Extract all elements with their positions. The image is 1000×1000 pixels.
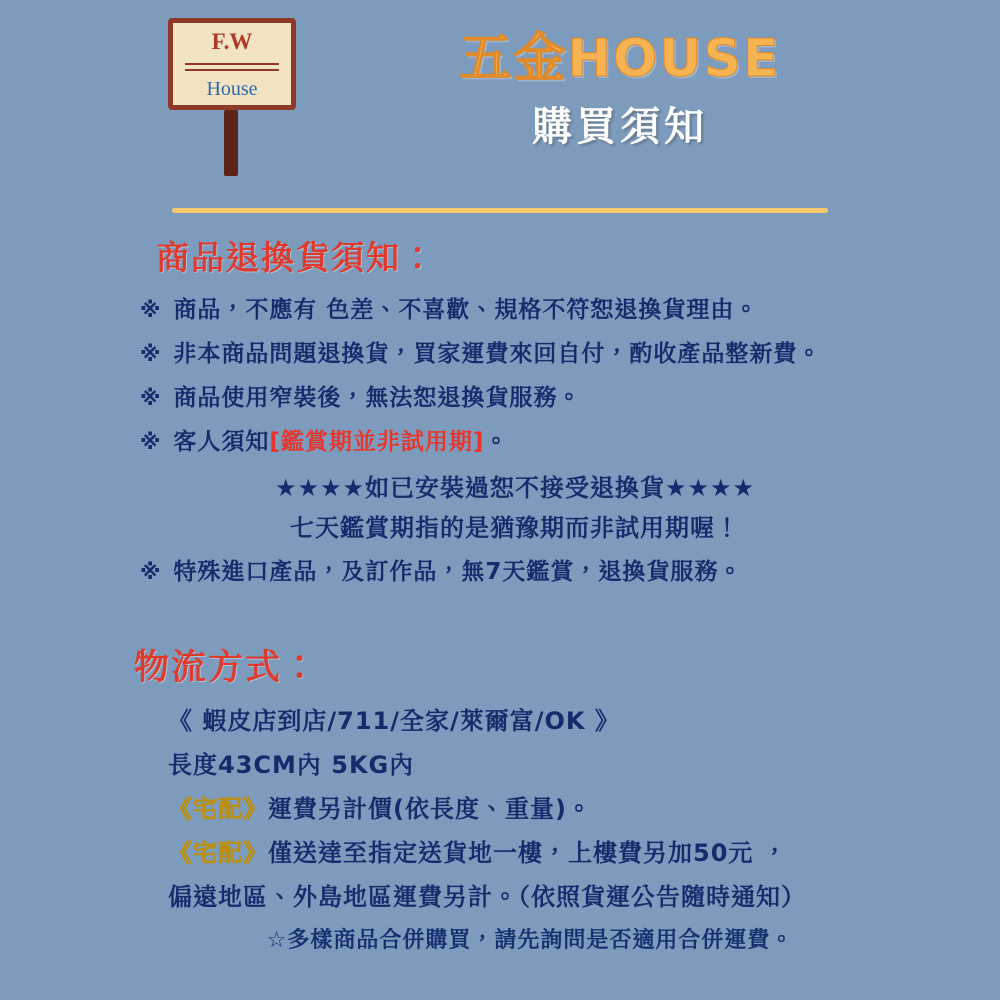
list-item — [0, 295, 1000, 325]
home-delivery-tag: 《宅配》 — [168, 795, 268, 823]
sign-post — [224, 110, 238, 176]
list-item-customer-notice — [0, 427, 1000, 457]
inspection-period-note: 七天鑑賞期指的是猶豫期而非試用期喔！ — [290, 514, 740, 542]
returns-section — [0, 232, 1000, 601]
bullet-mark-icon: ※ — [140, 430, 162, 454]
home-delivery-stairs-line — [0, 836, 1000, 870]
sign-board — [168, 18, 296, 110]
title-block — [300, 28, 940, 152]
bullet-mark-icon: ※ — [140, 298, 162, 322]
list-item — [0, 557, 1000, 587]
customer-notice-suffix: 。 — [484, 429, 509, 455]
list-item-label: 商品使用窄裝後，無法恕退換貨服務。 — [173, 385, 582, 411]
sign-house-text: House — [206, 78, 258, 100]
brand-title: 五金HOUSE — [459, 29, 781, 89]
shop-sign-logo — [168, 18, 304, 198]
logistics-lines — [0, 704, 1000, 958]
list-item — [0, 383, 1000, 413]
header-divider — [172, 208, 828, 213]
sign-fw-text: F.W — [211, 29, 253, 54]
home-delivery-fee-text: 運費另計價(依長度、重量)。 — [268, 795, 592, 823]
home-delivery-stairs-text: 僅送達至指定送貨地一樓，上樓費另加50元 ， — [268, 839, 788, 867]
remote-area-line: 偏遠地區、外島地區運費另計。（依照貨運公告隨時通知） — [168, 883, 806, 911]
list-item — [0, 339, 1000, 369]
list-item-label: 特殊進口產品，及訂作品，無7天鑑賞，退換貨服務。 — [173, 559, 743, 585]
list-item-label — [173, 427, 1000, 457]
brand-subtitle: 購買須知 — [532, 104, 708, 150]
customer-notice-highlight: [鑑賞期並非試用期] — [269, 429, 485, 455]
list-item-label: 非本商品問題退換貨，買家運費來回自付，酌收產品整新費。 — [173, 341, 822, 367]
bullet-mark-icon: ※ — [140, 386, 162, 410]
customer-notice-prefix: 客人須知 — [173, 429, 270, 455]
list-item-label: 商品，不應有 色差、不喜歡、規格不符恕退換貨理由。 — [173, 297, 759, 323]
returns-bullet-list — [0, 295, 1000, 587]
stars-warning-line: ★★★★如已安裝過恕不接受退換貨★★★★ — [274, 474, 756, 502]
returns-heading: 商品退換貨須知： — [156, 238, 436, 277]
logistics-heading: 物流方式： — [134, 648, 320, 688]
home-delivery-tag: 《宅配》 — [168, 839, 268, 867]
home-delivery-fee-line — [0, 792, 1000, 826]
logistics-pickup-line: 《 蝦皮店到店/711/全家/萊爾富/OK 》 — [168, 707, 620, 735]
logistics-size-line: 長度43CM內 5KG內 — [168, 751, 415, 779]
sign-rule-top — [185, 63, 279, 65]
bullet-mark-icon: ※ — [140, 342, 162, 366]
bullet-mark-icon: ※ — [140, 560, 162, 584]
logistics-section — [0, 640, 1000, 968]
sign-rule-bottom — [185, 69, 279, 71]
combined-shipping-line: ☆多樣商品合併購買，請先詢問是否適用合併運費。 — [266, 928, 794, 953]
poster-header — [0, 0, 1000, 200]
